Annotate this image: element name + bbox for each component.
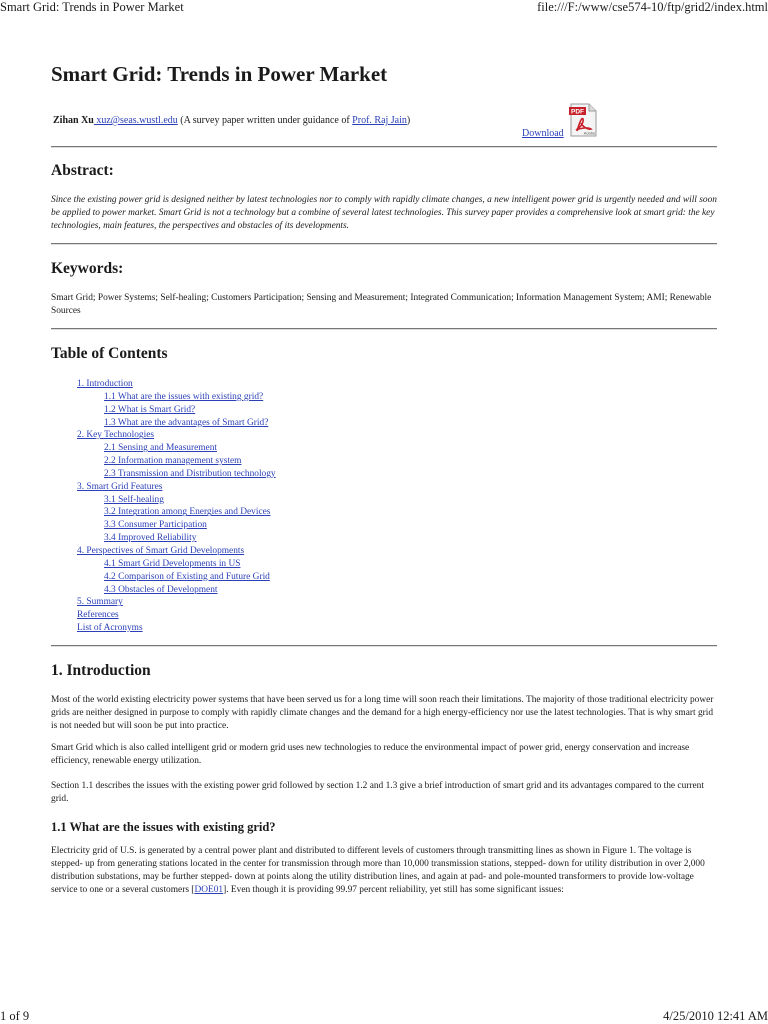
print-page-count: 1 of 9 (0, 1009, 30, 1023)
toc-link-3-1[interactable]: 3.1 Self-healing (104, 494, 164, 505)
section-1-1-text-before: Electricity grid of U.S. is generated by a central power plant and distributed to different levels of customers through transmitting lines as shown in Figure 1. The voltage is stepped- up from generating stations located in the center for transmission through more than 10,000 transmission stations, stepped- down for utility distribution in over 2,000 distribution substations, may be further stepped- down at points along the utility distribution lines, and again at pad- and pole-mounted transformers to provide low-voltage service to one or a several customers [ (51, 846, 705, 895)
toc-link-references[interactable]: References (77, 610, 119, 621)
toc-link-key-technologies[interactable]: 2. Key Technologies (77, 430, 155, 441)
abstract-text: Since the existing power grid is designed neither by latest technologies nor to comply with rapidly climate changes, a new intelligent power grid is urgently needed and will soon be applied to power market. Smart Grid is not a technology but a combine of several latest technologies. This survey paper provides a comprehensive look at smart grid: the key technologies, main features, the perspectives and obstacles of its developments. (51, 195, 717, 231)
toc-link-1-3[interactable]: 1.3 What are the advantages of Smart Grid? (104, 417, 269, 428)
download-link[interactable]: Download (522, 128, 564, 139)
pdf-icon[interactable] (568, 103, 598, 137)
advisor-link[interactable]: Prof. Raj Jain (352, 115, 407, 126)
keywords-text: Smart Grid; Power Systems; Self-healing; Customers Participation; Sensing and Measurement; Integrated Communication; Information Management System; AMI; Renewable Sources (51, 293, 712, 316)
section-1-1-text-after: ]. Even though it is providing 99.97 percent reliability, yet still has some significant issues: (223, 885, 564, 895)
intro-paragraph-3: Section 1.1 describes the issues with the existing power grid followed by section 1.2 and 1.3 give a brief introduction of smart grid and its advantages compared to the current grid. (51, 781, 704, 804)
print-datetime: 4/25/2010 12:41 AM (663, 1009, 768, 1023)
pdf-icon-label: PDF (571, 108, 584, 116)
toc-link-2-2[interactable]: 2.2 Information management system (104, 456, 242, 467)
introduction-heading: 1. Introduction (51, 662, 151, 679)
toc-link-smart-grid-features[interactable]: 3. Smart Grid Features (77, 481, 163, 492)
survey-note-before: (A survey paper written under guidance of (177, 115, 353, 126)
toc-link-3-3[interactable]: 3.3 Consumer Participation (104, 520, 207, 531)
toc-link-introduction[interactable]: 1. Introduction (77, 379, 133, 389)
toc-link-acronyms[interactable]: List of Acronyms (77, 623, 143, 634)
intro-paragraph-1: Most of the world existing electricity power systems that have been served us for a long time will soon reach their limitations. The majority of those traditional electricity power grids are neither designed in purpose to comply with rapidly climate changes and the demand for a high energy-efficiency nor use the latest technologies. That is why smart grid is not needed but will soon be put into practice. (51, 695, 714, 731)
divider-toc (51, 645, 717, 647)
toc-link-1-2[interactable]: 1.2 What is Smart Grid? (104, 404, 196, 415)
toc-link-4-2[interactable]: 4.2 Comparison of Existing and Future Grid (104, 571, 270, 582)
toc-heading: Table of Contents (51, 345, 168, 362)
divider-top (51, 146, 717, 148)
toc-link-1-1[interactable]: 1.1 What are the issues with existing grid? (104, 391, 264, 402)
toc-link-3-2[interactable]: 3.2 Integration among Energies and Devices (104, 507, 271, 518)
section-1-1-text (51, 845, 717, 897)
toc-link-4-3[interactable]: 4.3 Obstacles of Development (104, 584, 218, 595)
page-title: Smart Grid: Trends in Power Market (51, 62, 388, 86)
table-of-contents (77, 378, 276, 635)
keywords-heading: Keywords: (51, 260, 124, 277)
print-header (0, 0, 768, 14)
toc-link-perspectives[interactable]: 4. Perspectives of Smart Grid Developments (77, 545, 245, 556)
divider-abstract (51, 243, 717, 245)
ref-doe01-link[interactable]: DOE01 (194, 885, 224, 895)
author-line (53, 115, 410, 126)
toc-link-2-1[interactable]: 2.1 Sensing and Measurement (104, 443, 217, 454)
author-email-link[interactable]: xuz@seas.wustl.edu (93, 115, 178, 126)
pdf-icon-brand: Adobe (583, 130, 596, 136)
section-1-1-heading: 1.1 What are the issues with existing grid? (51, 820, 276, 834)
toc-link-3-4[interactable]: 3.4 Improved Reliability (104, 533, 197, 544)
survey-note-after: ) (406, 115, 411, 126)
print-page-title: Smart Grid: Trends in Power Market (0, 0, 184, 14)
author-name: Zihan Xu (53, 115, 94, 126)
abstract-heading: Abstract: (51, 162, 114, 179)
toc-link-summary[interactable]: 5. Summary (77, 597, 123, 608)
divider-keywords (51, 328, 717, 330)
toc-link-2-3[interactable]: 2.3 Transmission and Distribution technology (104, 468, 276, 479)
toc-link-4-1[interactable]: 4.1 Smart Grid Developments in US (104, 558, 241, 569)
print-file-url: file:///F:/www/cse574-10/ftp/grid2/index.html (537, 0, 768, 14)
intro-paragraph-2: Smart Grid which is also called intelligent grid or modern grid uses new technologies to reduce the environmental impact of power grid, energy conservation and increase efficiency, renewable energy utilization. (51, 743, 690, 766)
